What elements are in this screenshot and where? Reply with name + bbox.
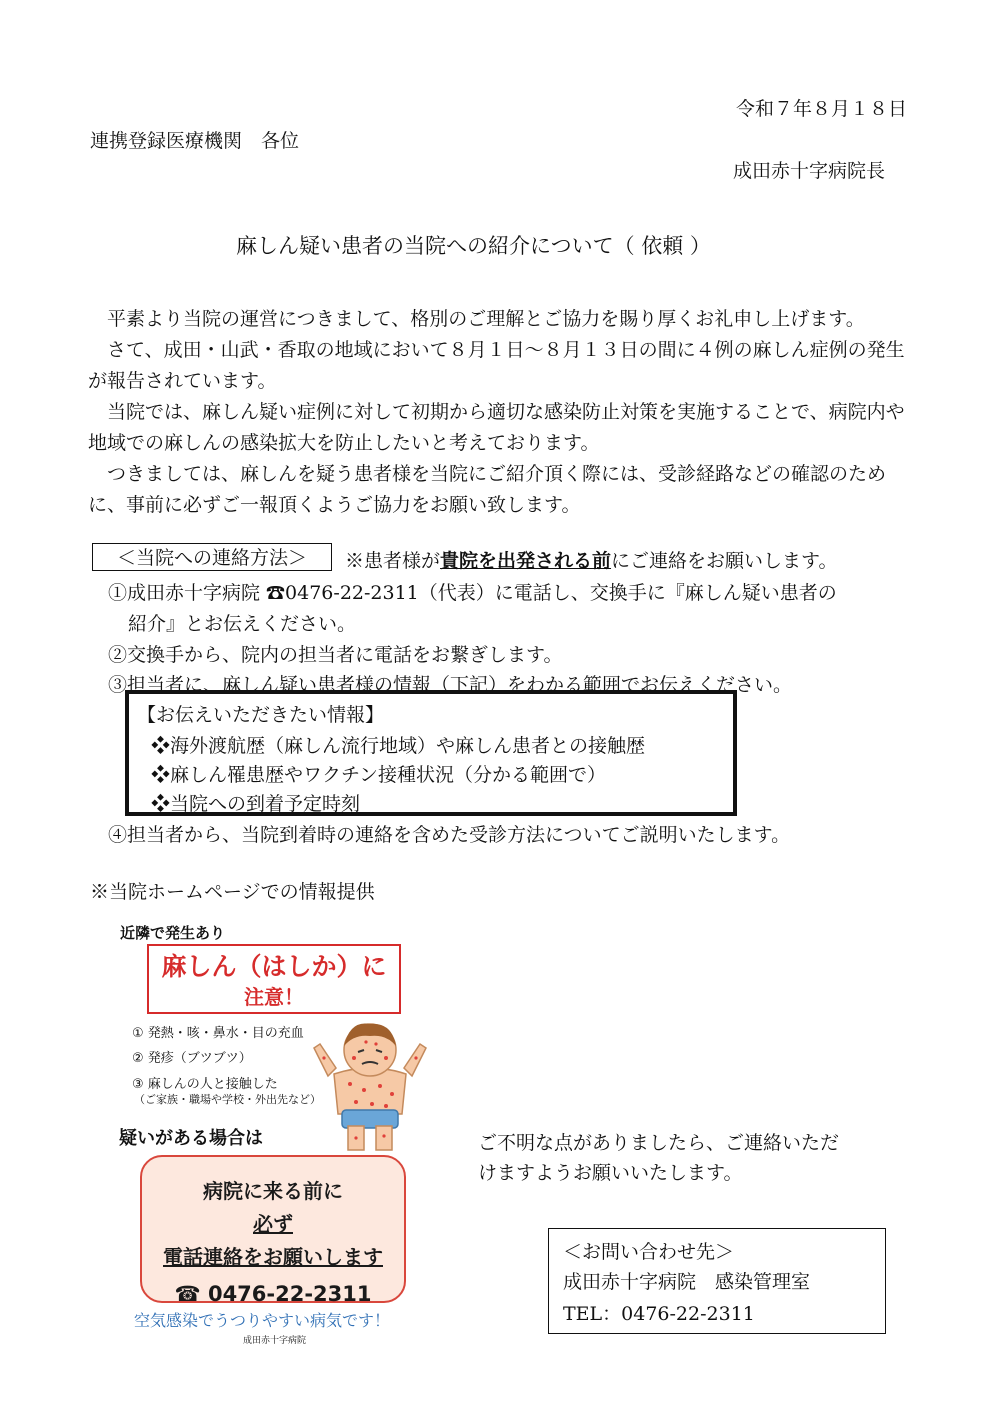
step-3: ③担当者に、麻しん疑い患者様の情報（下記）をわかる範囲でお伝えください。 [108,674,793,696]
letter-body [88,304,908,521]
info-item: ❖当院への到着予定時刻 [151,793,361,815]
if-suspected: 疑いがある場合は [119,1128,263,1149]
step-1: ①成田赤十字病院 ☎0476‐22‐2311（代表）に電話し、交換手に『麻しん疑い患者の [108,582,837,604]
info-box [125,690,737,816]
step-2: ②交換手から、院内の担当者に電話をお繋ぎします。 [108,644,563,666]
inquiry-dept: 成田赤十字病院 感染管理室 [563,1271,811,1293]
symptom-item: ③ 麻しんの人と接触した [132,1077,278,1092]
sender: 成田赤十字病院長 [733,160,886,182]
airborne-note [134,1308,390,1331]
flyer-headline-sub: 注意！ [244,985,304,1009]
letter-date: 令和７年８月１８日 [736,98,908,120]
inquiry-box [548,1228,886,1334]
airborne-rest: でうつりやすい病気です！ [198,1311,391,1330]
info-item: ❖麻しん罹患歴やワクチン接種状況（分かる範囲で） [151,764,607,786]
call-before-visit-box [140,1155,406,1306]
symptom-item: ② 発疹（ブツブツ） [132,1051,252,1066]
closing-line-2: けますようお願いいたします。 [478,1162,743,1184]
symptom-item: ① 発熱・咳・鼻水・目の充血 [132,1026,304,1041]
flyer-alert-box [147,944,401,1014]
closing-line-1: ご不明な点がありましたら、ご連絡いただ [478,1132,840,1154]
sick-child-illustration [306,1018,434,1154]
airborne-emphasis: 空気感染 [134,1311,199,1330]
recipient: 連携登録医療機関 各位 [90,130,300,152]
contact-note-suffix: にご連絡をお願いします。 [611,550,838,572]
body-paragraph: つきましては、麻しんを疑う患者様を当院にご紹介頂く際には、受診経路などの確認のために、事前に必ずご一報頂くようご協力をお願い致します。 [88,463,887,516]
call-line-1: 病院に来る前に [203,1179,343,1203]
info-item: ❖海外渡航歴（麻しん流行地域）や麻しん患者との接触歴 [151,735,646,757]
body-paragraph: さて、成田・山武・香取の地域において８月１日～８月１３日の間に４例の麻しん症例の発生が報告されています。 [88,339,905,392]
contact-note-prefix: ※患者様が [345,550,441,572]
flyer-headline: 麻しん（はしか）に [161,952,387,981]
body-paragraph: 当院では、麻しん疑い症例に対して初期から適切な感染防止対策を実施することで、病院内や地域での麻しんの感染拡大を防止したいと考えております。 [88,401,905,454]
call-line-3: 電話連絡をお願いします [163,1245,383,1269]
inquiry-tel: TEL：0476-22-2311 [563,1303,755,1325]
contact-note-emphasis: 貴院を出発される前 [440,550,612,572]
step-4: ④担当者から、当院到着時の連絡を含めた受診方法についてご説明いたします。 [108,824,791,846]
body-paragraph: 平素より当院の運営につきまして、格別のご理解とご協力を賜り厚くお礼申し上げます。 [107,308,865,330]
flyer-tag: 近隣で発生あり [120,924,226,942]
call-line-2: 必ず [253,1212,293,1236]
info-title: 【お伝えいただきたい情報】 [137,704,385,726]
symptom-note: （ご家族・職場や学校・外出先など） [134,1093,321,1106]
flyer-footer: 成田赤十字病院 [243,1336,307,1346]
contact-note [345,546,838,573]
contact-method-label: ＜当院への連絡方法＞ [92,543,332,571]
letter-title: 麻しん疑い患者の当院への紹介について（ 依頼 ） [236,234,711,258]
flyer-phone: ☎ 0476-22-2311 [174,1282,372,1306]
inquiry-title: ＜お問い合わせ先＞ [563,1241,735,1263]
step-1-cont: 紹介』とお伝えください。 [128,613,357,635]
homepage-note: ※当院ホームページでの情報提供 [90,881,375,903]
